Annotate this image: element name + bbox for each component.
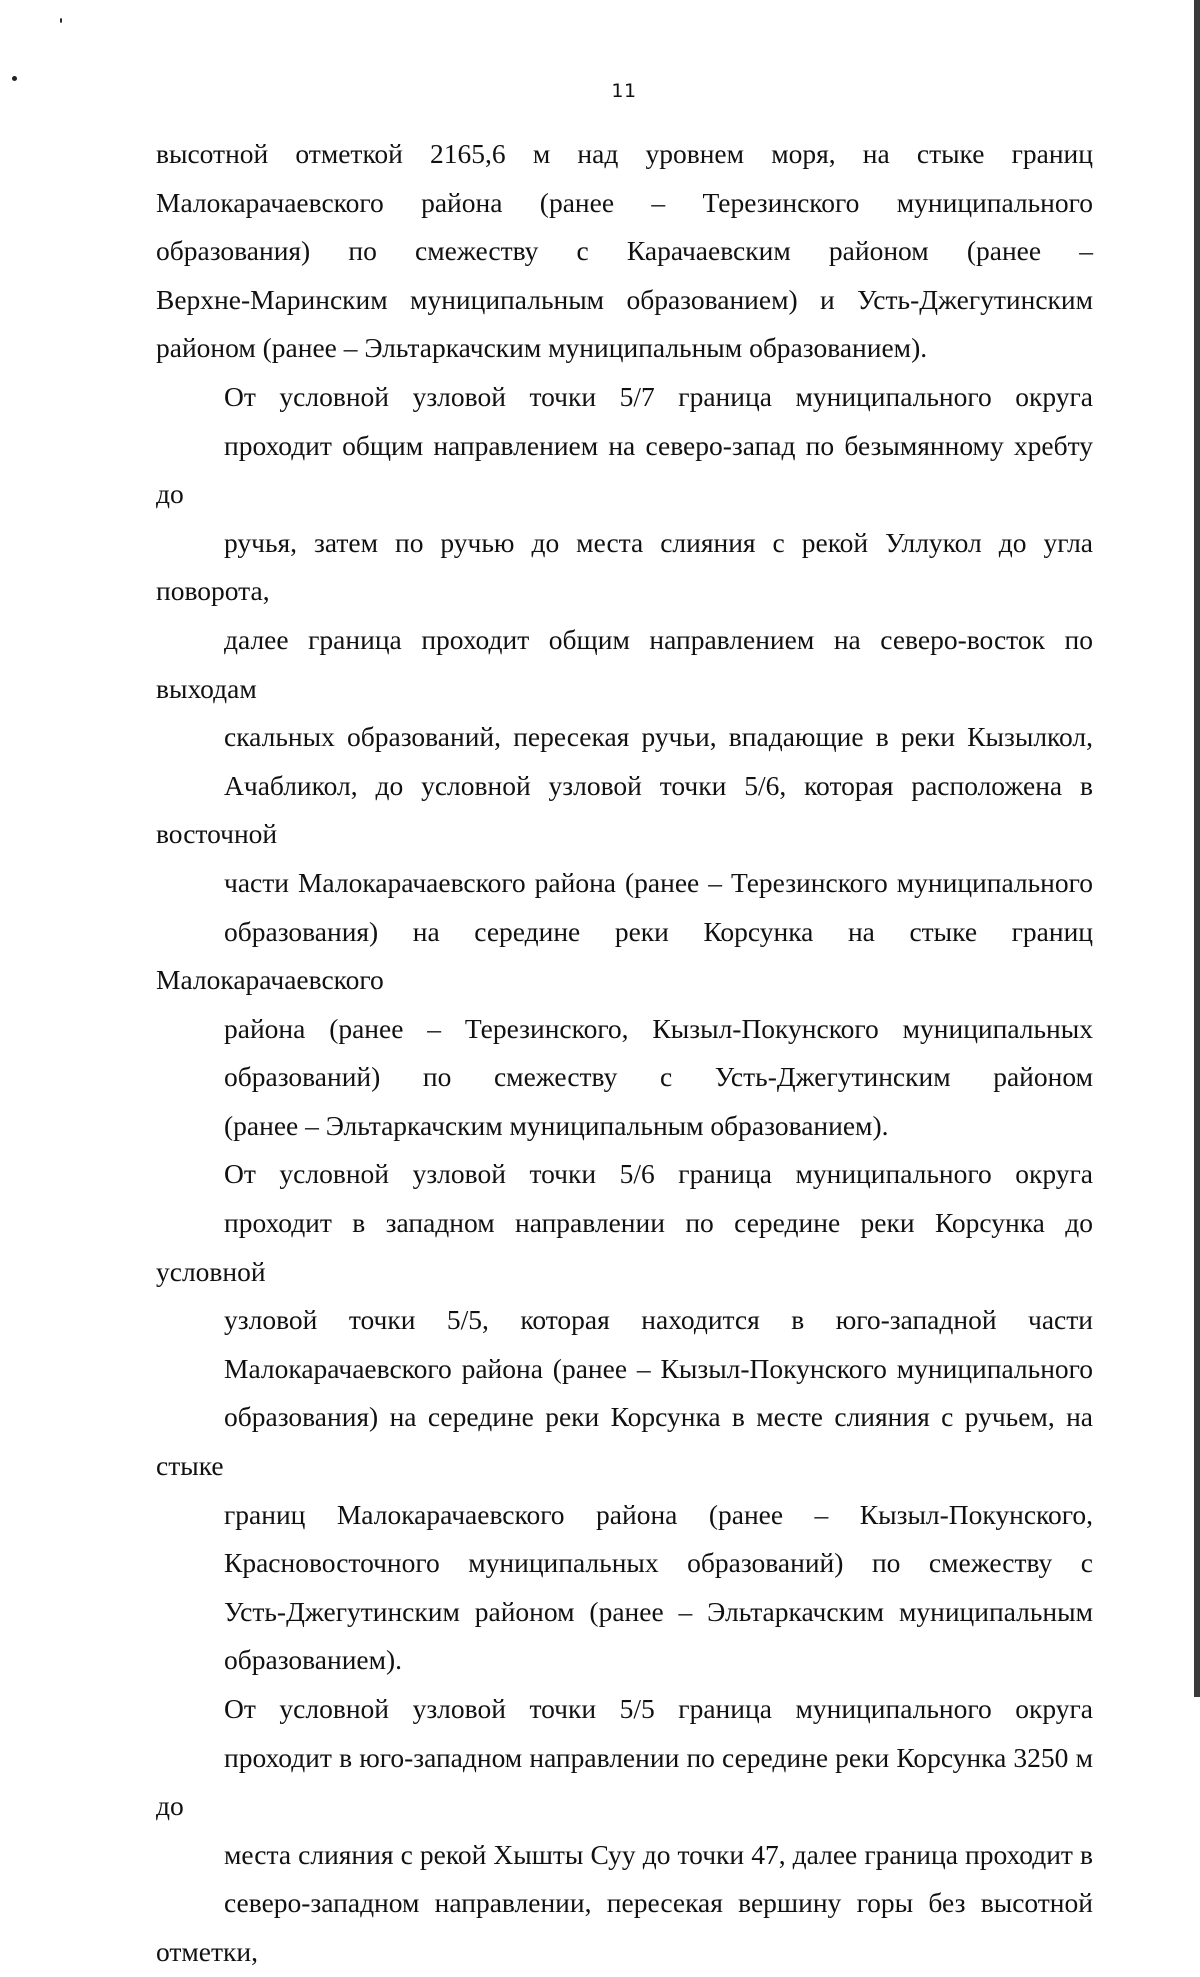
text-line: (ранее – Эльтаркачским муниципальным образованием). (224, 1109, 889, 1141)
text-line: северо-западном направлении, пересекая вершину горы без высотной отметки, (156, 1887, 1093, 1967)
paragraph (156, 130, 1093, 373)
text-line: образованием). (224, 1644, 403, 1676)
text-line: Ачабликол, до условной узловой точки 5/6, которая расположена в восточной (156, 769, 1093, 850)
text-line: границ Малокарачаевского района (ранее – Кызыл-Покунского, (224, 1498, 1093, 1530)
body-text (156, 130, 1093, 1977)
text-line: далее граница проходит общим направлением на северо-восток по выходам (156, 623, 1093, 704)
text-line: образования) на середине реки Корсунка на стыке границ Малокарачаевского (156, 915, 1093, 996)
scan-edge (1194, 0, 1200, 1697)
text-line: скальных образований, пересекая ручьи, впадающие в реки Кызылкол, (224, 721, 1093, 753)
paragraph (156, 1685, 1093, 1977)
text-line: проходит в юго-западном направлении по середине реки Корсунка 3250 м до (156, 1741, 1093, 1822)
text-line: ручья, затем по ручью до места слияния с рекой Уллукол до угла поворота, (156, 526, 1093, 607)
text-line: От условной узловой точки 5/7 граница муниципального округа (224, 380, 1093, 412)
text-line: проходит общим направлением на северо-запад по безымянному хребту до (156, 429, 1093, 510)
text-line: От условной узловой точки 5/5 граница муниципального округа (224, 1693, 1093, 1724)
text-line: От условной узловой точки 5/6 граница муниципального округа (224, 1158, 1093, 1190)
page-number: 11 (611, 80, 637, 102)
text-line: Красновосточного муниципальных образований) по смежеству с (224, 1547, 1093, 1579)
paragraph (156, 1150, 1093, 1685)
text-line: высотной отметкой 2165,6 м над уровнем моря, на стыке границ (156, 138, 1093, 169)
text-line: образования) на середине реки Корсунка в месте слияния с ручьем, на стыке (156, 1401, 1093, 1482)
text-line: районом (ранее – Эльтаркачским муниципальным образованием). (156, 332, 928, 364)
text-line: Малокарачаевского района (ранее – Терезинского муниципального (156, 186, 1093, 218)
text-line: узловой точки 5/5, которая находится в юго-западной части (224, 1304, 1093, 1336)
text-line: образований) по смежеству с Усть-Джегутинским районом (224, 1061, 1093, 1093)
text-line: проходит в западном направлении по середине реки Корсунка до условной (156, 1207, 1093, 1287)
text-line: части Малокарачаевского района (ранее – Терезинского муниципального (224, 866, 1093, 898)
text-line: Усть-Джегутинским районом (ранее – Эльтаркачским муниципальным (224, 1595, 1093, 1627)
text-line: образования) по смежеству с Карачаевским районом (ранее – (156, 235, 1093, 267)
text-line: Верхне-Маринским муниципальным образованием) и Усть-Джегутинским (156, 283, 1093, 315)
text-line: Малокарачаевского района (ранее – Кызыл-Покунского муниципального (224, 1352, 1093, 1384)
scan-speck (60, 18, 62, 23)
text-line: района (ранее – Терезинского, Кызыл-Покунского муниципальных (224, 1012, 1093, 1044)
text-line: места слияния с рекой Хышты Суу до точки 47, далее граница проходит в (224, 1838, 1093, 1870)
paragraph (156, 373, 1093, 1151)
